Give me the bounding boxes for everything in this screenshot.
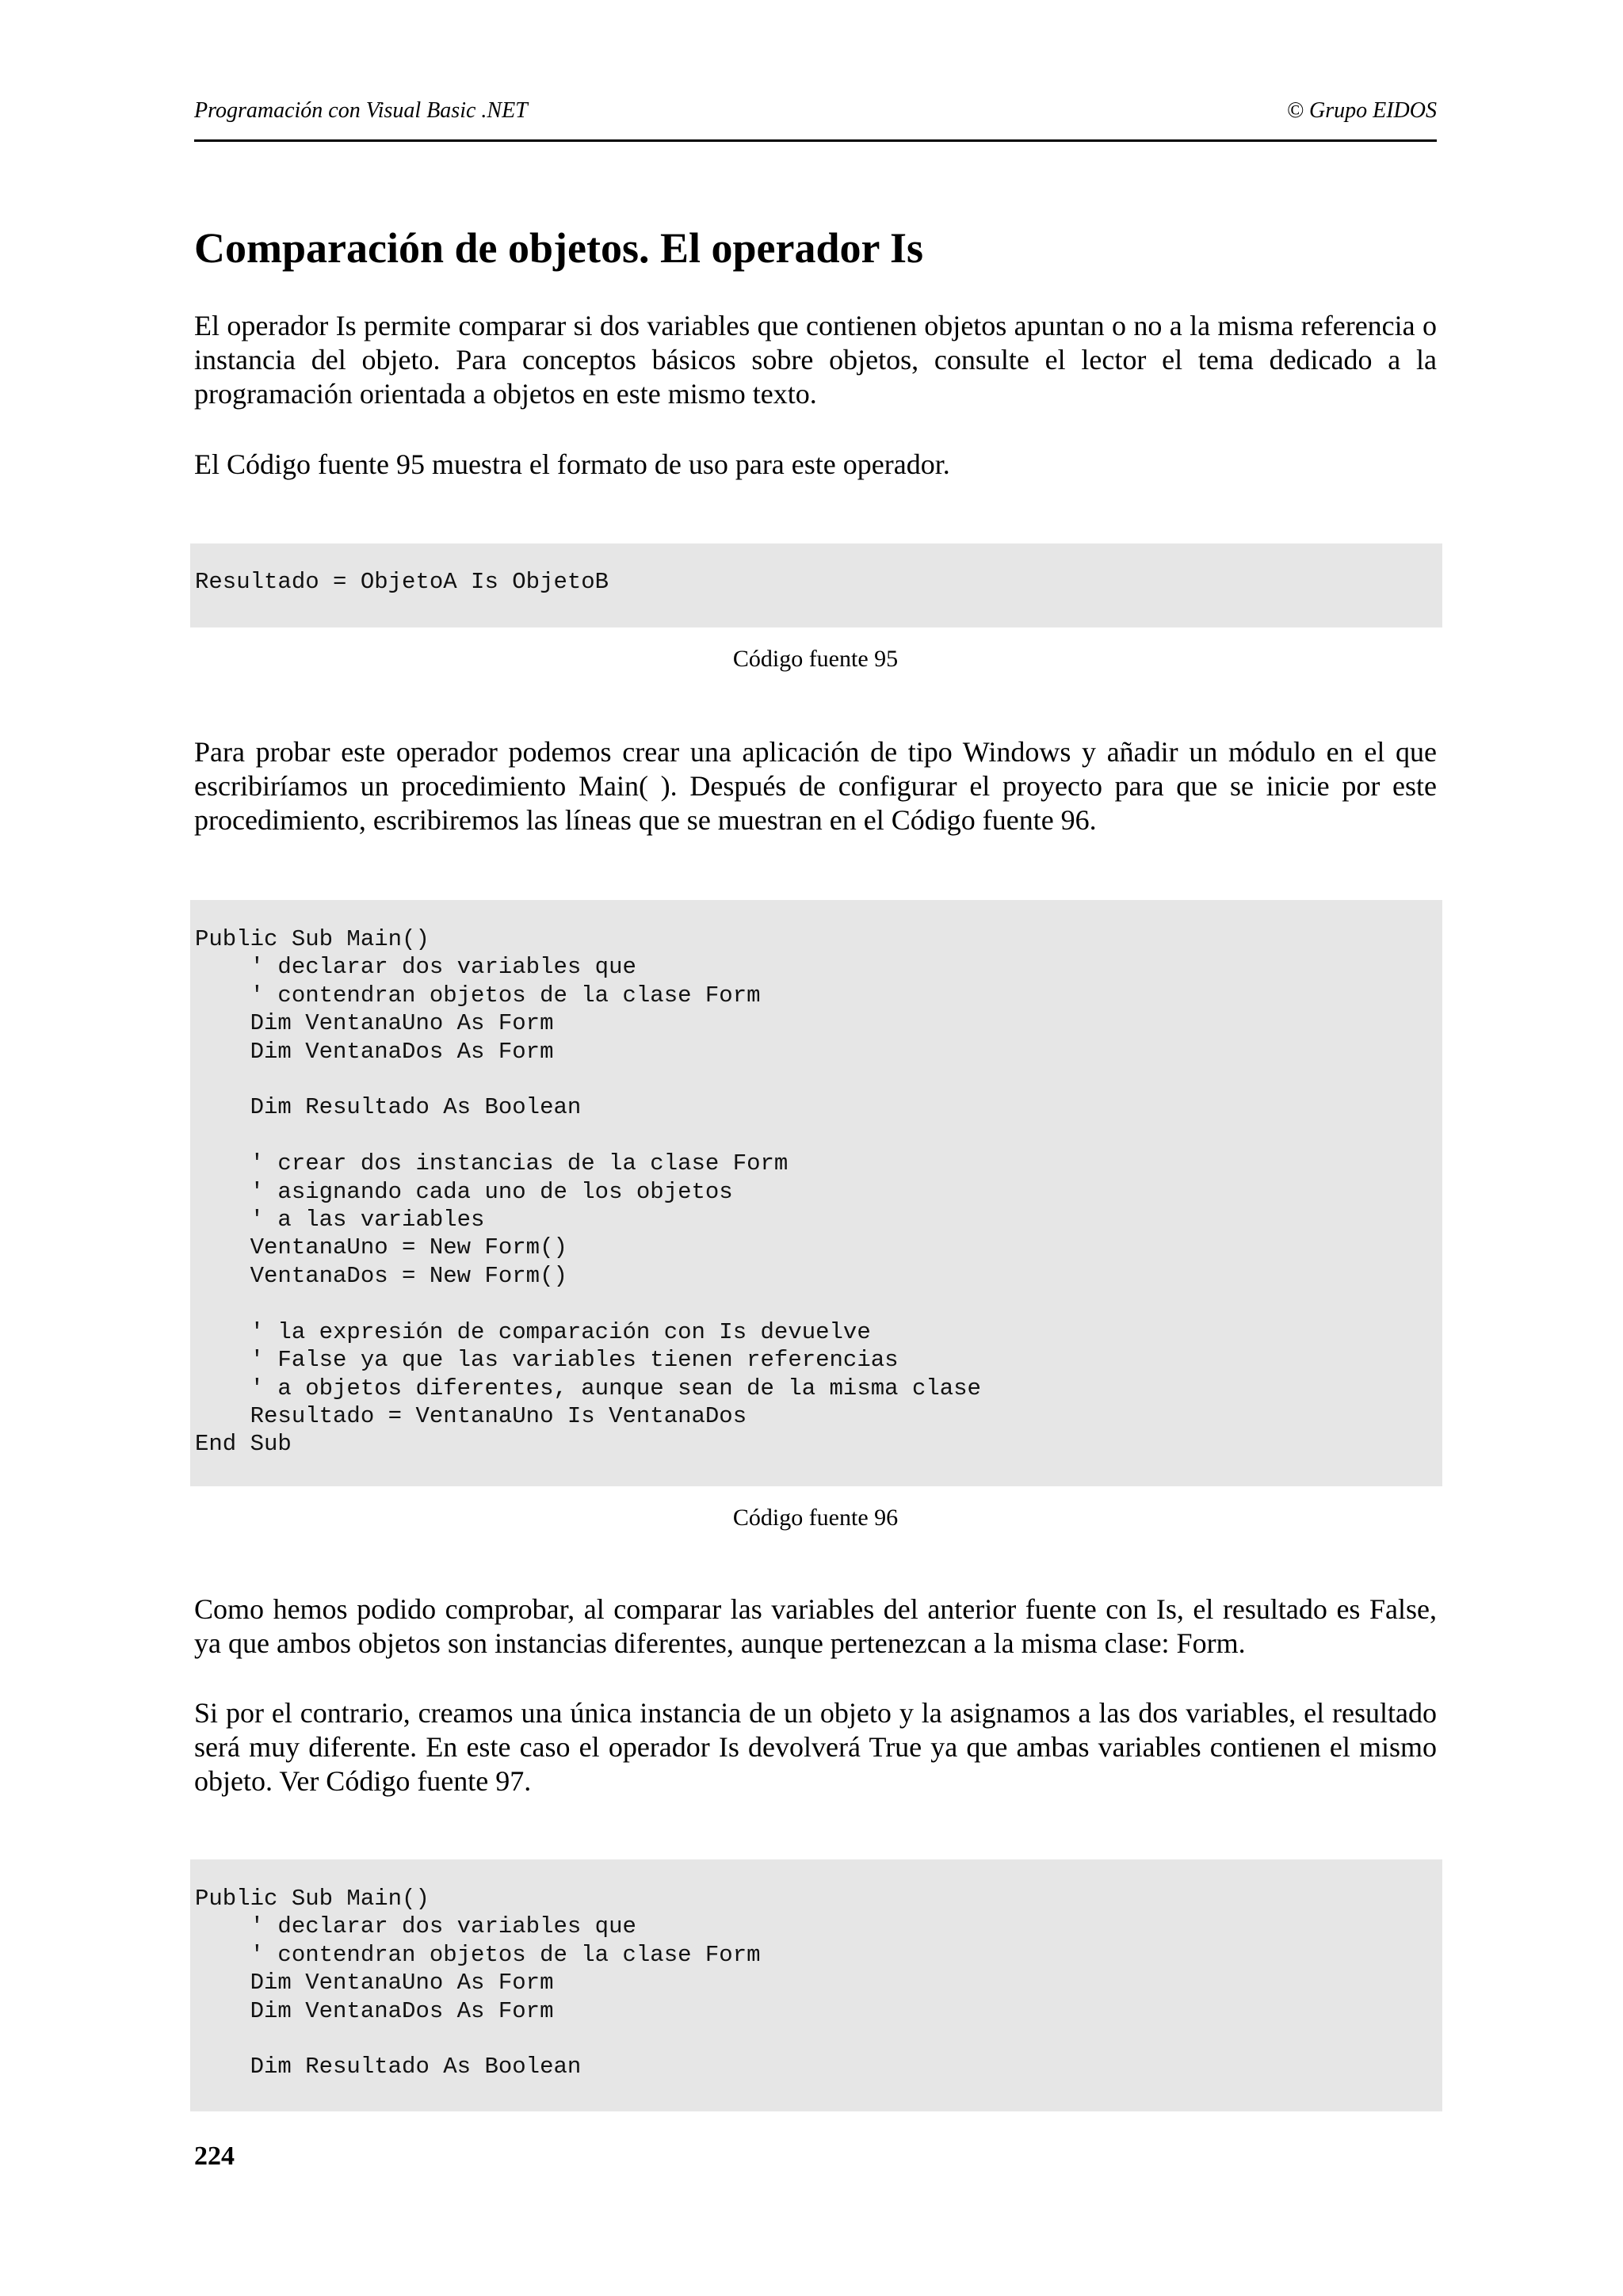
paragraph-intro: El operador Is permite comparar si dos variables que contienen objetos apuntan o no a la misma referencia o instancia del objeto. Para conceptos básicos sobre objetos, consulte el lector el tema dedicado a la programación orientada a objetos en este mismo texto.: [194, 310, 1437, 410]
page-number: 224: [194, 2142, 235, 2171]
header-publisher: © Grupo EIDOS: [1286, 98, 1437, 123]
paragraph-test-setup: Para probar este operador podemos crear una aplicación de tipo Windows y añadir un módulo en el que escribiríamos un procedimiento Main( ). Después de configurar el proyecto para que se inicie por este procedimiento, escribiremos las líneas que se muestran en el Código fuente 96.: [194, 736, 1437, 836]
paragraph-result-true: Si por el contrario, creamos una única instancia de un objeto y la asignamos a las dos variables, el resultado será muy diferente. En este caso el operador Is devolverá True ya que ambas variables contienen el mismo objeto. Ver Código fuente 97.: [194, 1697, 1437, 1797]
code-block-96: [190, 900, 1442, 1486]
code-text-95: Resultado = ObjetoA Is ObjetoB: [195, 569, 609, 595]
caption-code-95: Código fuente 95: [732, 646, 899, 672]
code-block-97: [190, 1859, 1442, 2111]
paragraph-result-false: Como hemos podido comprobar, al comparar las variables del anterior fuente con Is, el resultado es False, ya que ambos objetos son instancias diferentes, aunque pertenezcan a la misma clase: Form.: [194, 1593, 1437, 1659]
caption-code-96: Código fuente 96: [732, 1505, 899, 1531]
paragraph-code95-ref: El Código fuente 95 muestra el formato de uso para este operador.: [194, 448, 950, 480]
page-header: [194, 92, 1437, 142]
section-title: Comparación de objetos. El operador Is: [194, 224, 924, 272]
code-text-97: Public Sub Main() ' declarar dos variables que ' contendran objetos de la clase Form Dim VentanaUno As Form Dim VentanaDos As Form Dim Resultado As Boolean: [195, 1886, 761, 2081]
code-block-95: [190, 543, 1442, 627]
header-book-title: Programación con Visual Basic .NET: [194, 98, 528, 123]
code-text-96: Public Sub Main() ' declarar dos variables que ' contendran objetos de la clase Form Dim VentanaUno As Form Dim VentanaDos As Form Dim Resultado As Boolean ' crear dos instancias de la clase Form ' asignando cada uno de los objetos ' a las variables VentanaUno = New Form() VentanaDos = New Form() ' la expresión de comparación con Is devuelve ' False ya que las variables tienen referencias ' a objetos diferentes, aunque sean de la misma clase Resultado = VentanaUno Is VentanaDos End Sub: [195, 926, 981, 1458]
